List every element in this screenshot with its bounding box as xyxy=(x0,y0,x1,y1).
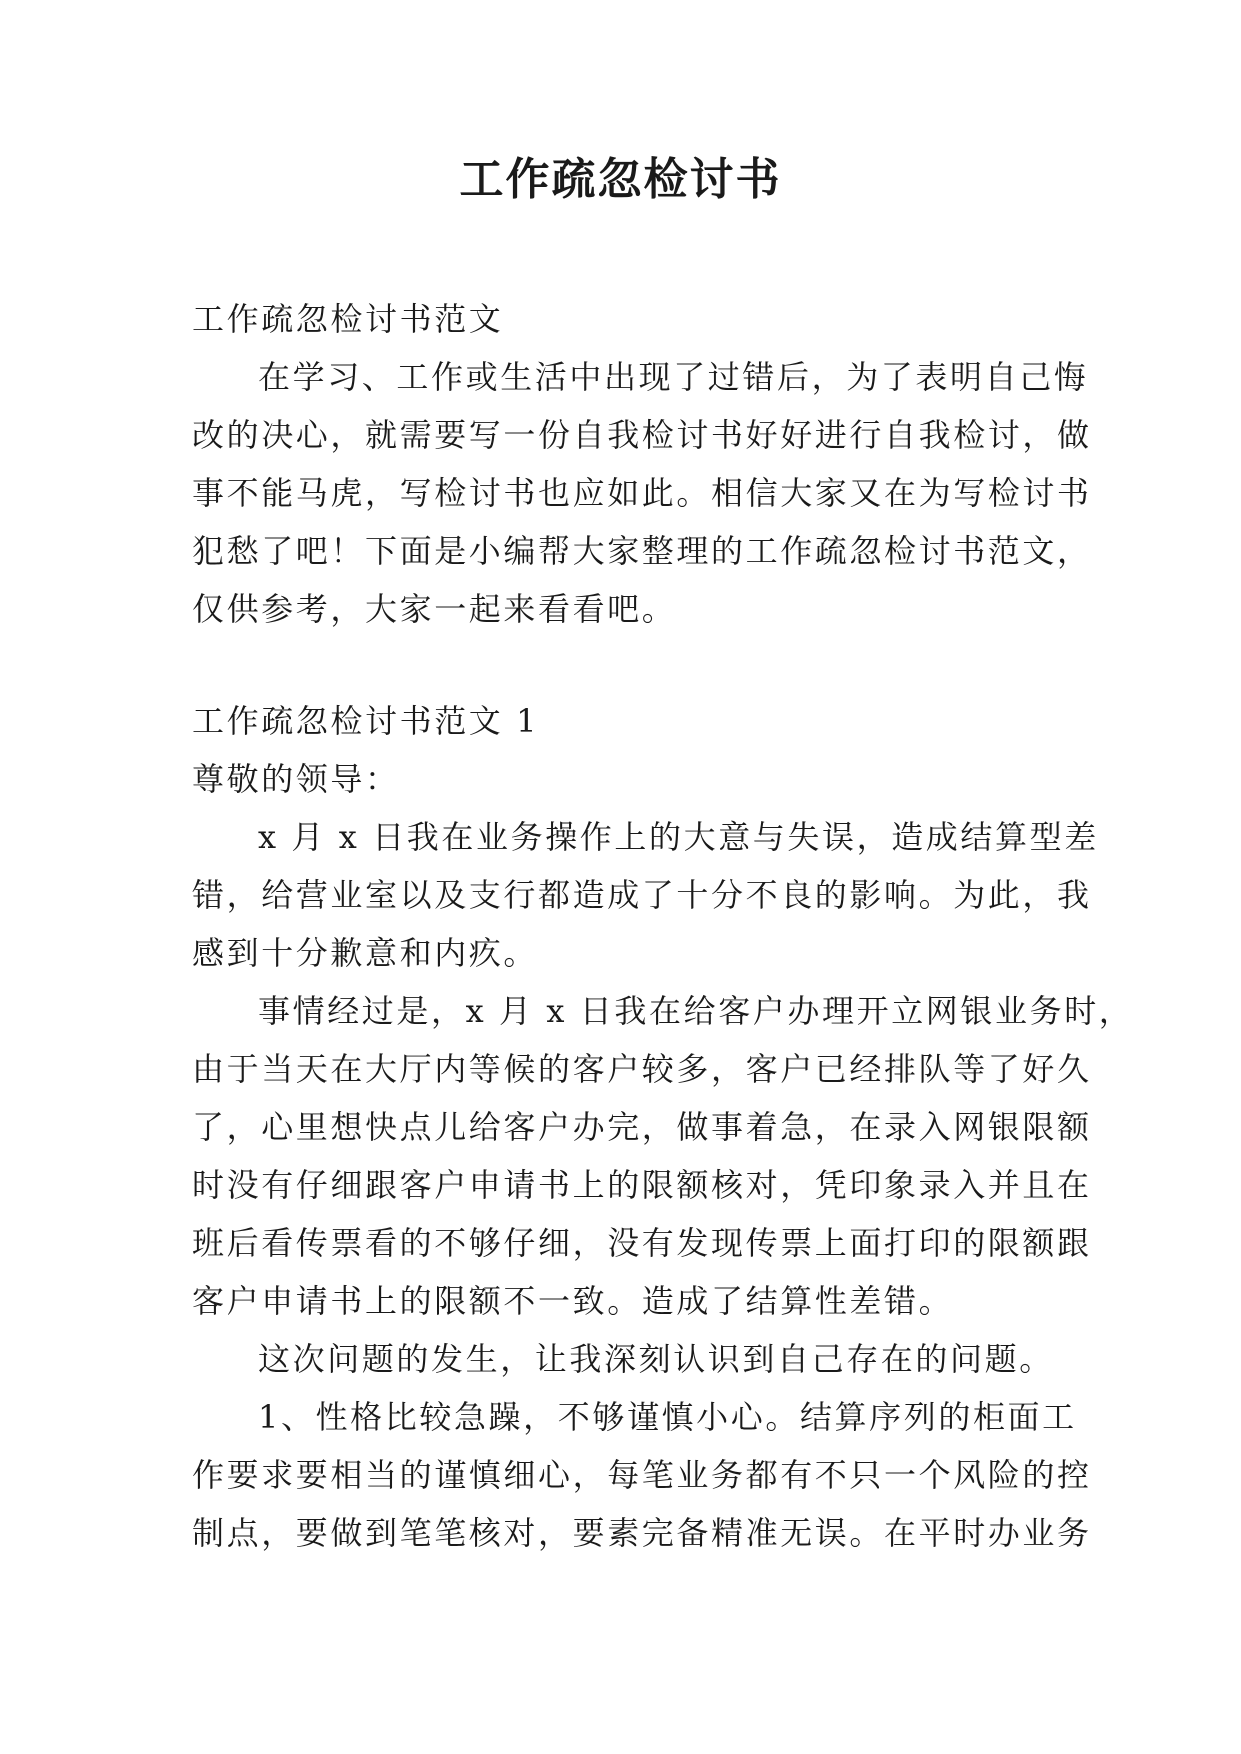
text-line: 工作疏忽检讨书范文 1 xyxy=(192,702,540,740)
text-line: 由于当天在大厅内等候的客户较多，客户已经排队等了好久 xyxy=(192,1050,1092,1088)
text-line: 尊敬的领导： xyxy=(192,760,400,798)
text-line: 时没有仔细跟客户申请书上的限额核对，凭印象录入并且在 xyxy=(192,1166,1092,1204)
text-line: 在学习、工作或生活中出现了过错后，为了表明自己悔 xyxy=(258,358,1089,396)
text-line: 客户申请书上的限额不一致。造成了结算性差错。 xyxy=(192,1282,954,1320)
text-line: 工作疏忽检讨书范文 xyxy=(192,300,504,338)
document-title: 工作疏忽检讨书 xyxy=(459,154,782,205)
text-line: 作要求要相当的谨慎细心，每笔业务都有不只一个风险的控 xyxy=(192,1456,1092,1494)
text-line: 犯愁了吧！下面是小编帮大家整理的工作疏忽检讨书范文， xyxy=(192,532,1092,570)
text-line: 事情经过是，x 月 x 日我在给客户办理开立网银业务时， xyxy=(258,992,1134,1030)
text-line: 班后看传票看的不够仔细，没有发现传票上面打印的限额跟 xyxy=(192,1224,1092,1262)
text-line: 错，给营业室以及支行都造成了十分不良的影响。为此，我 xyxy=(192,876,1092,914)
text-line: 事不能马虎，写检讨书也应如此。相信大家又在为写检讨书 xyxy=(192,474,1092,512)
text-line: 感到十分歉意和内疚。 xyxy=(192,934,539,972)
text-line: 1、性格比较急躁，不够谨慎小心。结算序列的柜面工 xyxy=(258,1398,1077,1436)
document-body xyxy=(192,290,1134,1562)
text-line: x 月 x 日我在业务操作上的大意与失误，造成结算型差 xyxy=(258,818,1099,856)
text-line: 制点，要做到笔笔核对，要素完备精准无误。在平时办业务 xyxy=(192,1514,1092,1552)
text-line: 这次问题的发生，让我深刻认识到自己存在的问题。 xyxy=(258,1340,1054,1378)
text-line: 改的决心，就需要写一份自我检讨书好好进行自我检讨，做 xyxy=(192,416,1092,454)
text-line: 仅供参考，大家一起来看看吧。 xyxy=(192,590,677,628)
text-line: 了，心里想快点儿给客户办完，做事着急，在录入网银限额 xyxy=(192,1108,1092,1146)
paragraph-gap xyxy=(192,638,1054,692)
